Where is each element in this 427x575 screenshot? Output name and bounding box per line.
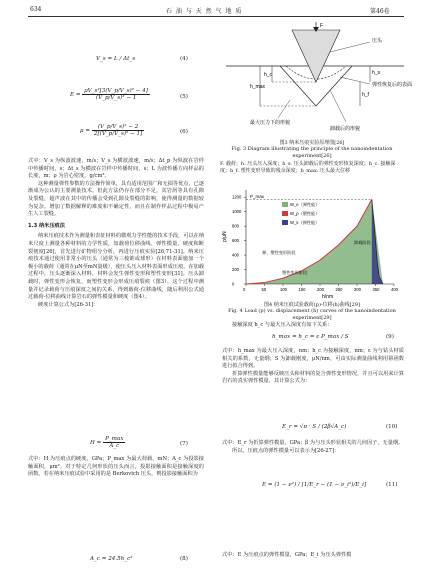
legend-swatch-plastic <box>282 211 288 216</box>
section-heading-1-3: 1.3 纳米压痕法 <box>28 222 65 229</box>
x-tick-label: 0 <box>243 287 246 292</box>
legend-swatch-elastic-2 <box>282 220 288 225</box>
equation-8: A_c = 24.5h_c² <box>90 556 133 562</box>
paragraph-reduced-modulus: 折算弹性模量能够反映压头和材料的复合弹性变形情况，并且可以用来计算岩石的真实弹性模量，其计算公式为： <box>222 370 404 385</box>
x-tick-label: 50 <box>261 287 267 292</box>
figure-3-caption <box>220 140 404 174</box>
paragraph-nanoindentation: 纳米压痕技术作为测量和表征材料的微观力学性能的技术手段，可以在纳米尺度上测量各种材料的力学性质，如载荷位移曲线、弹性模量、硬度和断裂韧度[26]，首先进行矿物组分分析，再进行压痕实验[26,71-31]。纳米压痕技术通过使用非常小的压头（通常为三棱锥或球形）在材料表面施加一个极小的载荷（通常在μN至mN量级），使压头压入材料表面形成压痕。在加载过程中，压头逐渐深入材料，材料会发生弹性变形和塑性变形[31]。压头卸载时，弹性变形会恢复，而塑性变形会形成压痕裂痕（图3）。这个过程中测量并记录载荷与压痕深度之间的关系，得到载荷-位移曲线，随后利用公式通过载荷-位移曲线计算岩石的弹性模量和硬度（图4）。 <box>28 233 205 301</box>
paragraph-hardness-definitions: 式中：H 为压痕点的硬度，GPa；P_max 为最大荷载，mN；A_c 为投影接触面积，μm²。对于特定几何形状的压头而言，投影接触面积是接触深度的函数。若在纳米压痕试验中采用的是 Berkovich 压头，则投影接触面积为 <box>28 456 204 478</box>
y-tick-label: 1000 <box>232 209 242 215</box>
x-tick-label: 250 <box>335 287 343 292</box>
paragraph-elastic-modulus: 所以，压痕点的弹性模量可以表示为[26-27]： <box>232 447 340 454</box>
y-tick-label: 0 <box>232 281 235 287</box>
annotation-plastic: 塑性变形阶段 <box>282 270 308 275</box>
paragraph-hardness-intro: 硬度计算公式为[26-31]： <box>38 301 99 308</box>
figure-3-note: F. 载荷；h. 压头压入深度；h_s. 压头卸载后的弹性变形恢复深度；h_c. 接触深度；h_f. 塑性变形导致的残余深度；h_max. 压头最大位移 <box>220 161 396 174</box>
equation-8-number: (8) <box>180 556 188 562</box>
x-tick-label: 400 <box>391 287 398 292</box>
x-tick-label: 300 <box>354 287 361 292</box>
equation-4: V_s = L / Δt_s <box>96 56 136 62</box>
figure-4-caption <box>220 302 404 321</box>
legend-plastic: W_p（塑性能） <box>290 211 320 216</box>
equation-5: E = $\frac{\text{ρV\_s²[3(V\_p/V\_s)² − 4]}}{\text{(V\_p/V\_s)² − 1}}$ <box>70 88 148 101</box>
label-surface: 弹性恢复后的表面 <box>372 82 413 88</box>
equation-6-number: (6) <box>180 129 188 135</box>
x-tick-label: 100 <box>280 287 287 292</box>
paragraph-eq9-definitions: 式中：h_max 为最大压入深度，nm；h_c 为接触深度，nm；ε 为与钻头材质相关的系数，无量纲；S 为卸载刚度，μN/nm，可由实际测量曲线利用幂函数进行拟合得到。 <box>222 348 404 370</box>
left-text-block-2 <box>28 456 204 479</box>
right-text-block-2 <box>222 348 404 386</box>
figure-3-caption-cn: 图3 纳米压痕实验原理图[26] <box>279 140 345 146</box>
legend-elastic-2: W_s（弹性能） <box>290 220 320 225</box>
x-tick-label: 150 <box>298 287 306 292</box>
paragraph-eq11-definitions: 式中：E 为压痕点的弹性模量，GPa；E_i 为压头弹性模 <box>222 552 352 558</box>
figure-4-caption-en: Fig. 4 Load (p) vs. displacement (h) curves of the nanoindentation experiment[29] <box>228 308 396 321</box>
x-tick-label: 200 <box>317 287 324 292</box>
label-force: F <box>320 23 324 29</box>
header-rule <box>28 16 404 17</box>
right-text-block-4 <box>222 552 404 560</box>
equation-10-number: (10) <box>386 424 398 430</box>
paragraph-contact-depth: 接触深度 h_c 与最大压入深度有如下关系： <box>232 322 333 328</box>
equation-11-number: (11) <box>386 482 398 488</box>
y-axis-label: p/μN <box>222 231 228 242</box>
equation-7: H = $\frac{P\_\max}{A\_c}$ <box>90 436 124 449</box>
legend-elastic: W_e（弹性能） <box>290 202 320 207</box>
volume-label: 第46卷 <box>370 8 390 15</box>
equation-9: h_max = h_c = ε P_max / S <box>272 334 349 340</box>
right-text-block-1 <box>222 322 404 330</box>
figure-4-chart <box>222 184 402 300</box>
equation-11: E = (1 − ν²) / [1/E_r − (1 − ν_i²)/E_i] <box>262 482 367 488</box>
legend-swatch-elastic <box>282 202 288 207</box>
annotation-stage-1: 弹、塑性变形阶段 <box>262 250 296 255</box>
y-tick-label: 200 <box>232 267 239 273</box>
label-hs: h_s <box>372 70 381 76</box>
equation-10: E_r = √π · S / (2β√A_c) <box>282 424 347 430</box>
x-axis-label: h/nm <box>322 294 334 300</box>
y-tick-label: 800 <box>232 223 239 229</box>
equation-6: μ = $\frac{\text{(V\_p/V\_s)² − 2}}{\text{2[(V\_p/V\_s)² − 1]}}$ <box>80 124 143 137</box>
label-hmax: h_max <box>250 84 266 90</box>
label-indenter: 压头 <box>372 38 383 44</box>
equation-7-number: (7) <box>180 441 188 447</box>
journal-title: 石 油 与 天 然 气 地 质 <box>166 8 243 15</box>
label-max-load-shape: 最大压力下的形貌 <box>250 120 291 126</box>
equation-9-number: (9) <box>386 334 394 340</box>
annotation-unload: 卸载阶段 <box>354 240 371 245</box>
figure-3-caption-en: Fig. 3 Diagram illustrating the principle of the nanoindentation experiment[26] <box>231 146 393 159</box>
x-tick-label: 350 <box>372 287 380 292</box>
page-number: 634 <box>30 6 42 13</box>
equation-5-number: (5) <box>180 94 188 100</box>
figure-4-caption-cn: 图4 纳米压痕试验载荷(p)-位移(h)曲线[29] <box>264 302 360 308</box>
figure-3-diagram <box>220 22 413 138</box>
paragraph-variable-definitions: 式中：V_s 为纵波波速，m/s；V_s 为横波波速，m/s；Δt_p 为纵波在岩样中传播时间，s；Δt_s 为横波在岩样中传播时间，s；L 为波传播方向样品的长度，m；ρ 为岩心密度，g/cm³。 <box>28 158 204 180</box>
y-tick-label: 1200 <box>232 194 242 200</box>
label-unload-shape: 卸载后的形貌 <box>330 126 361 132</box>
paragraph-eq10-definitions: 式中：E_r 为折算弹性模量，GPa；β 为与压头形状相关的几何因子，无量纲。 <box>222 440 404 446</box>
label-hc: h_c <box>264 72 273 78</box>
label-hf: h_f <box>362 92 369 98</box>
y-tick-label: 400 <box>232 252 239 258</box>
right-text-block-3 <box>222 440 404 455</box>
left-text-block-1 <box>28 158 204 309</box>
equation-4-number: (4) <box>180 56 188 62</box>
paragraph-ultrasonic-method: 这种测量弹性参数的方法操作简单，具有适用范围广和无损等优点，已逐渐成为公认的主要测量技术。但此方法仍存在部分不足，其岩屑等具有孔隙及裂缝，超声波在其中的传播会受到孔隙及裂缝的影响，使得测量的数据较为复杂。增加了数据解释的难度和不确定性，而且在制作样品过程中极易产生人工裂缝。 <box>28 180 205 218</box>
y-tick-label: 600 <box>232 238 239 244</box>
pmax-label: P_max <box>250 194 265 199</box>
